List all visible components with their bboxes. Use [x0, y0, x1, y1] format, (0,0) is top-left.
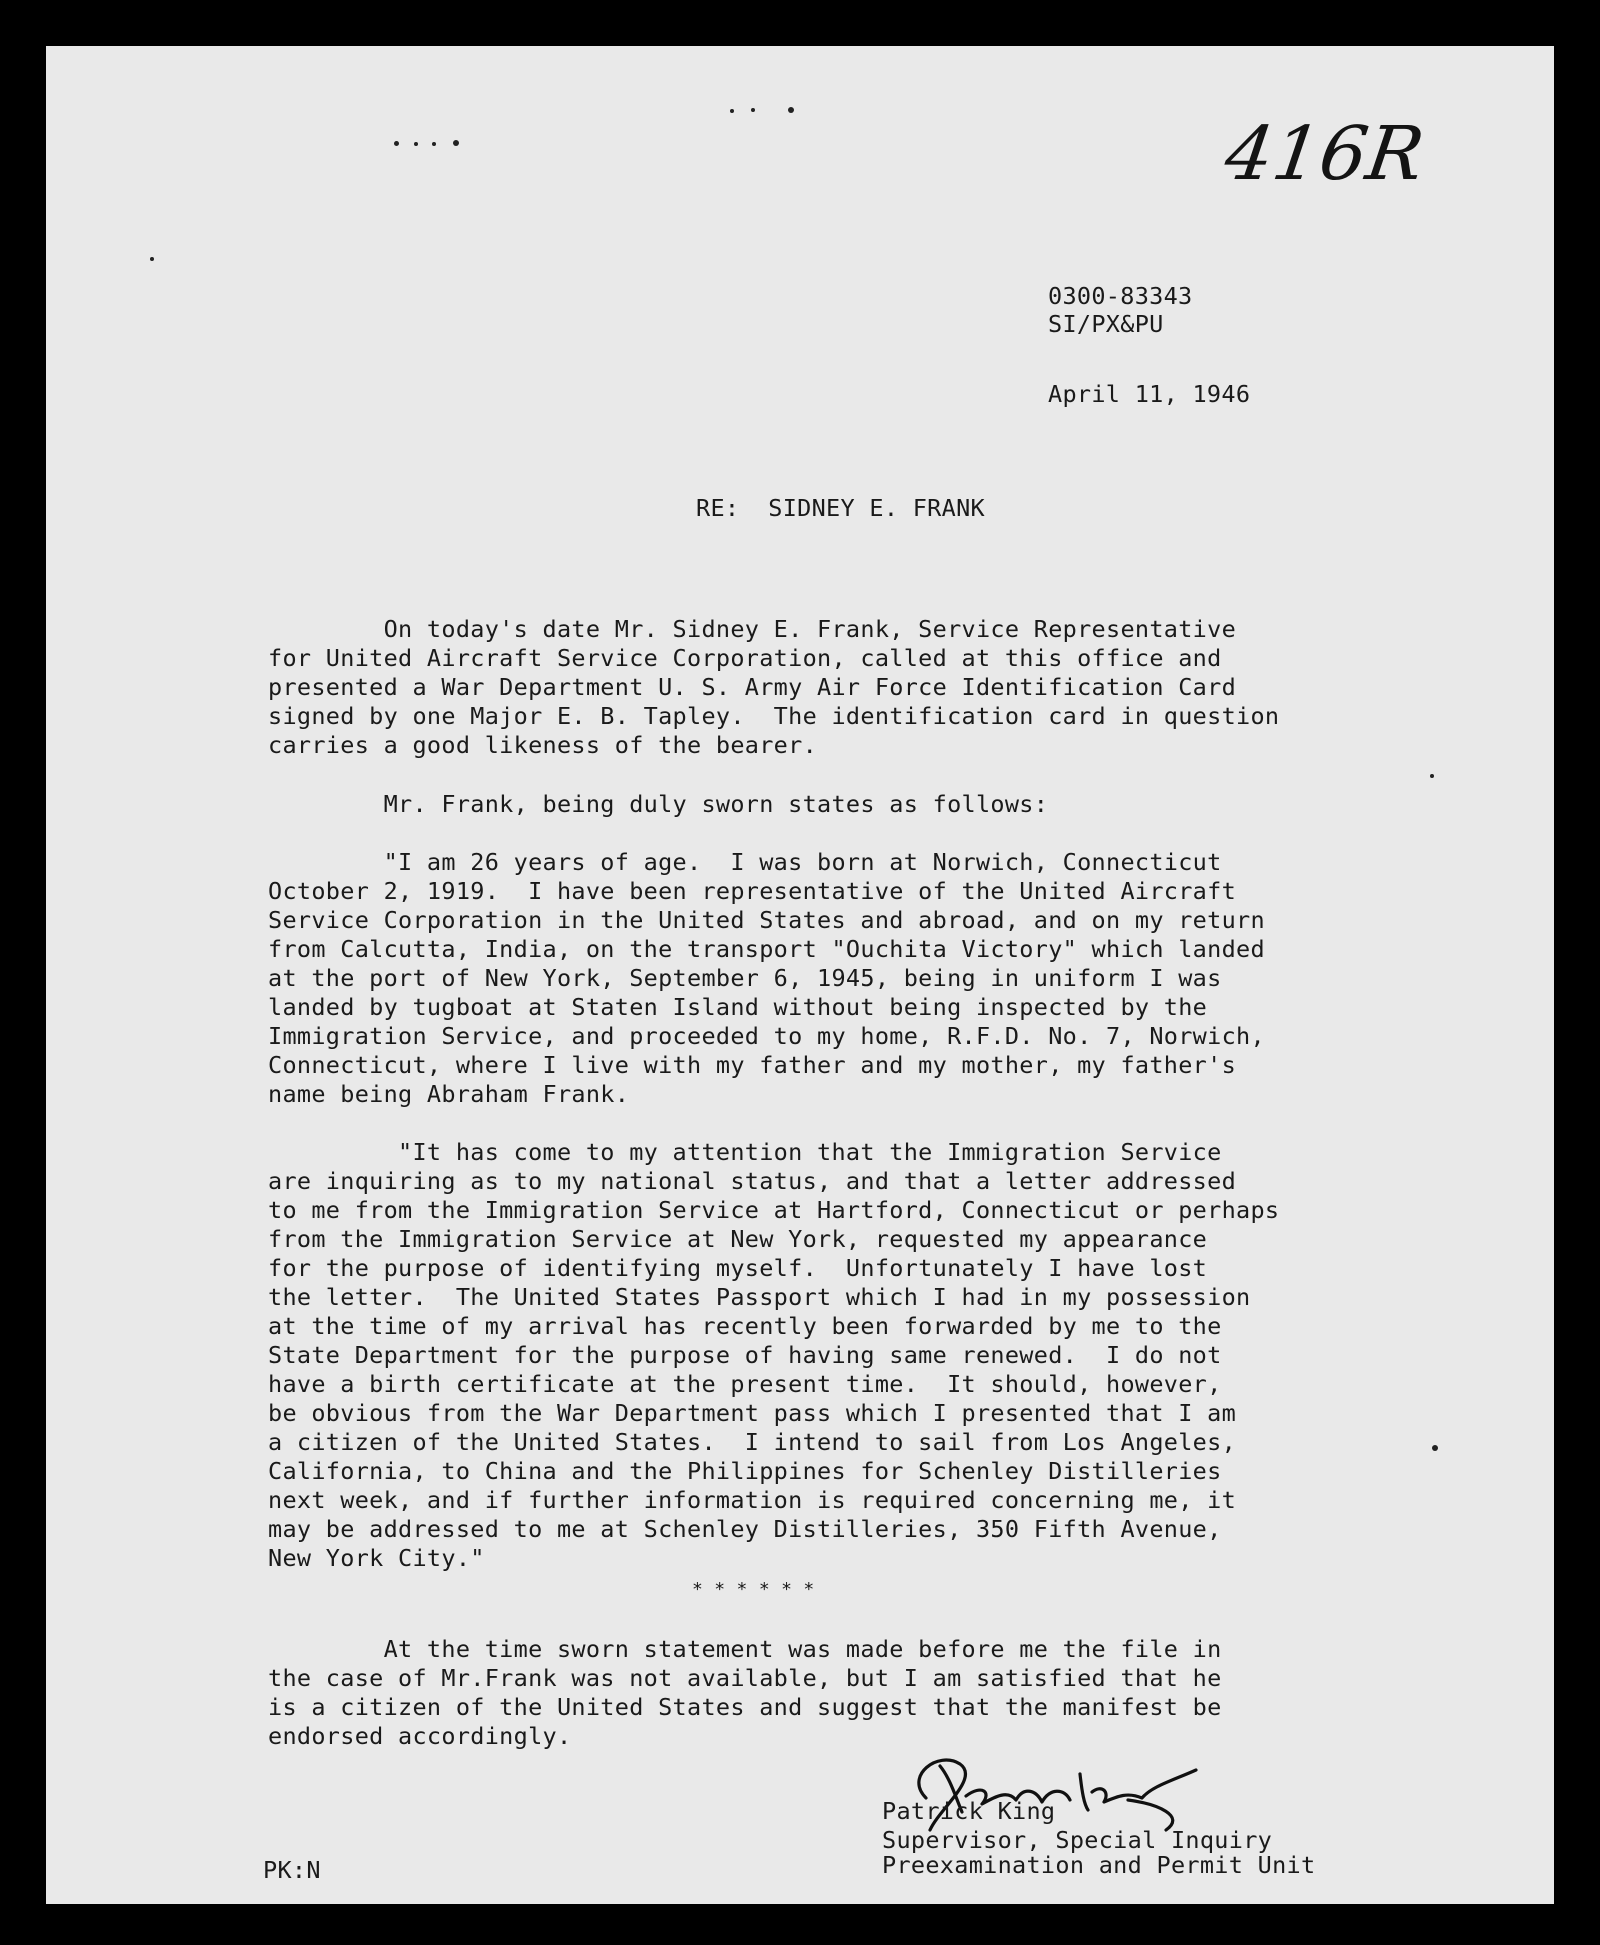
scan-speck	[150, 257, 154, 261]
body-line: New York City."	[268, 1544, 485, 1572]
body-line: next week, and if further information is required concerning me, it	[268, 1486, 1237, 1514]
body-line: carries a good likeness of the bearer.	[268, 731, 818, 759]
body-line: from the Immigration Service at New York, requested my appearance	[268, 1225, 1208, 1253]
letter-date: April 11, 1946	[1048, 380, 1251, 408]
body-line: the letter. The United States Passport which I had in my possession	[268, 1283, 1251, 1311]
letter-page	[46, 46, 1554, 1904]
scan-speck	[432, 142, 436, 146]
scan-speck	[414, 142, 418, 146]
body-line: from Calcutta, India, on the transport "Ouchita Victory" which landed	[268, 935, 1265, 963]
file-number: 0300-83343	[1048, 282, 1193, 310]
subject-line: RE: SIDNEY E. FRANK	[696, 494, 985, 522]
body-line: Connecticut, where I live with my father and my mother, my father's	[268, 1051, 1237, 1079]
closing-line: is a citizen of the United States and suggest that the manifest be	[268, 1693, 1222, 1721]
body-line: California, to China and the Philippines for Schenley Distilleries	[268, 1457, 1222, 1485]
scan-speck	[453, 140, 459, 146]
scan-speck	[394, 141, 399, 146]
scan-speck	[730, 109, 734, 113]
body-line: a citizen of the United States. I intend to sail from Los Angeles,	[268, 1428, 1237, 1456]
handwritten-annotation: 416R	[1219, 111, 1430, 197]
signer-title: Supervisor, Special Inquiry	[882, 1826, 1273, 1854]
body-line: name being Abraham Frank.	[268, 1080, 630, 1108]
typist-initials: PK:N	[263, 1856, 321, 1884]
body-line: to me from the Immigration Service at Hartford, Connecticut or perhaps	[268, 1196, 1280, 1224]
section-separator: * * * * * *	[692, 1579, 815, 1600]
closing-line: the case of Mr.Frank was not available, but I am satisfied that he	[268, 1664, 1222, 1692]
closing-line: endorsed accordingly.	[268, 1722, 572, 1750]
scan-speck	[751, 108, 755, 112]
closing-line: At the time sworn statement was made before me the file in	[268, 1635, 1222, 1663]
body-line: signed by one Major E. B. Tapley. The identification card in question	[268, 702, 1280, 730]
body-line: Immigration Service, and proceeded to my home, R.F.D. No. 7, Norwich,	[268, 1022, 1265, 1050]
body-line: "It has come to my attention that the Immigration Service	[268, 1138, 1222, 1166]
body-line: are inquiring as to my national status, and that a letter addressed	[268, 1167, 1237, 1195]
unit-code: SI/PX&PU	[1048, 310, 1164, 338]
signer-name: Patrick King	[882, 1797, 1056, 1825]
body-line: Service Corporation in the United States and abroad, and on my return	[268, 906, 1265, 934]
body-line: "I am 26 years of age. I was born at Norwich, Connecticut	[268, 848, 1222, 876]
scan-speck	[1432, 1445, 1438, 1451]
body-line: may be addressed to me at Schenley Distilleries, 350 Fifth Avenue,	[268, 1515, 1222, 1543]
body-line: landed by tugboat at Staten Island without being inspected by the	[268, 993, 1208, 1021]
body-line: for United Aircraft Service Corporation, called at this office and	[268, 644, 1222, 672]
body-line: for the purpose of identifying myself. Unfortunately I have lost	[268, 1254, 1208, 1282]
body-line: On today's date Mr. Sidney E. Frank, Service Representative	[268, 615, 1237, 643]
body-line: be obvious from the War Department pass which I presented that I am	[268, 1399, 1237, 1427]
body-line: have a birth certificate at the present time. It should, however,	[268, 1370, 1222, 1398]
scan-speck	[788, 107, 794, 113]
body-line: presented a War Department U. S. Army Air Force Identification Card	[268, 673, 1237, 701]
body-line: Mr. Frank, being duly sworn states as follows:	[268, 790, 1049, 818]
body-line: at the time of my arrival has recently been forwarded by me to the	[268, 1312, 1222, 1340]
signer-unit: Preexamination and Permit Unit	[882, 1851, 1316, 1879]
body-line: October 2, 1919. I have been representative of the United Aircraft	[268, 877, 1237, 905]
scan-speck	[1430, 774, 1434, 778]
body-line: at the port of New York, September 6, 1945, being in uniform I was	[268, 964, 1222, 992]
body-line: State Department for the purpose of having same renewed. I do not	[268, 1341, 1222, 1369]
